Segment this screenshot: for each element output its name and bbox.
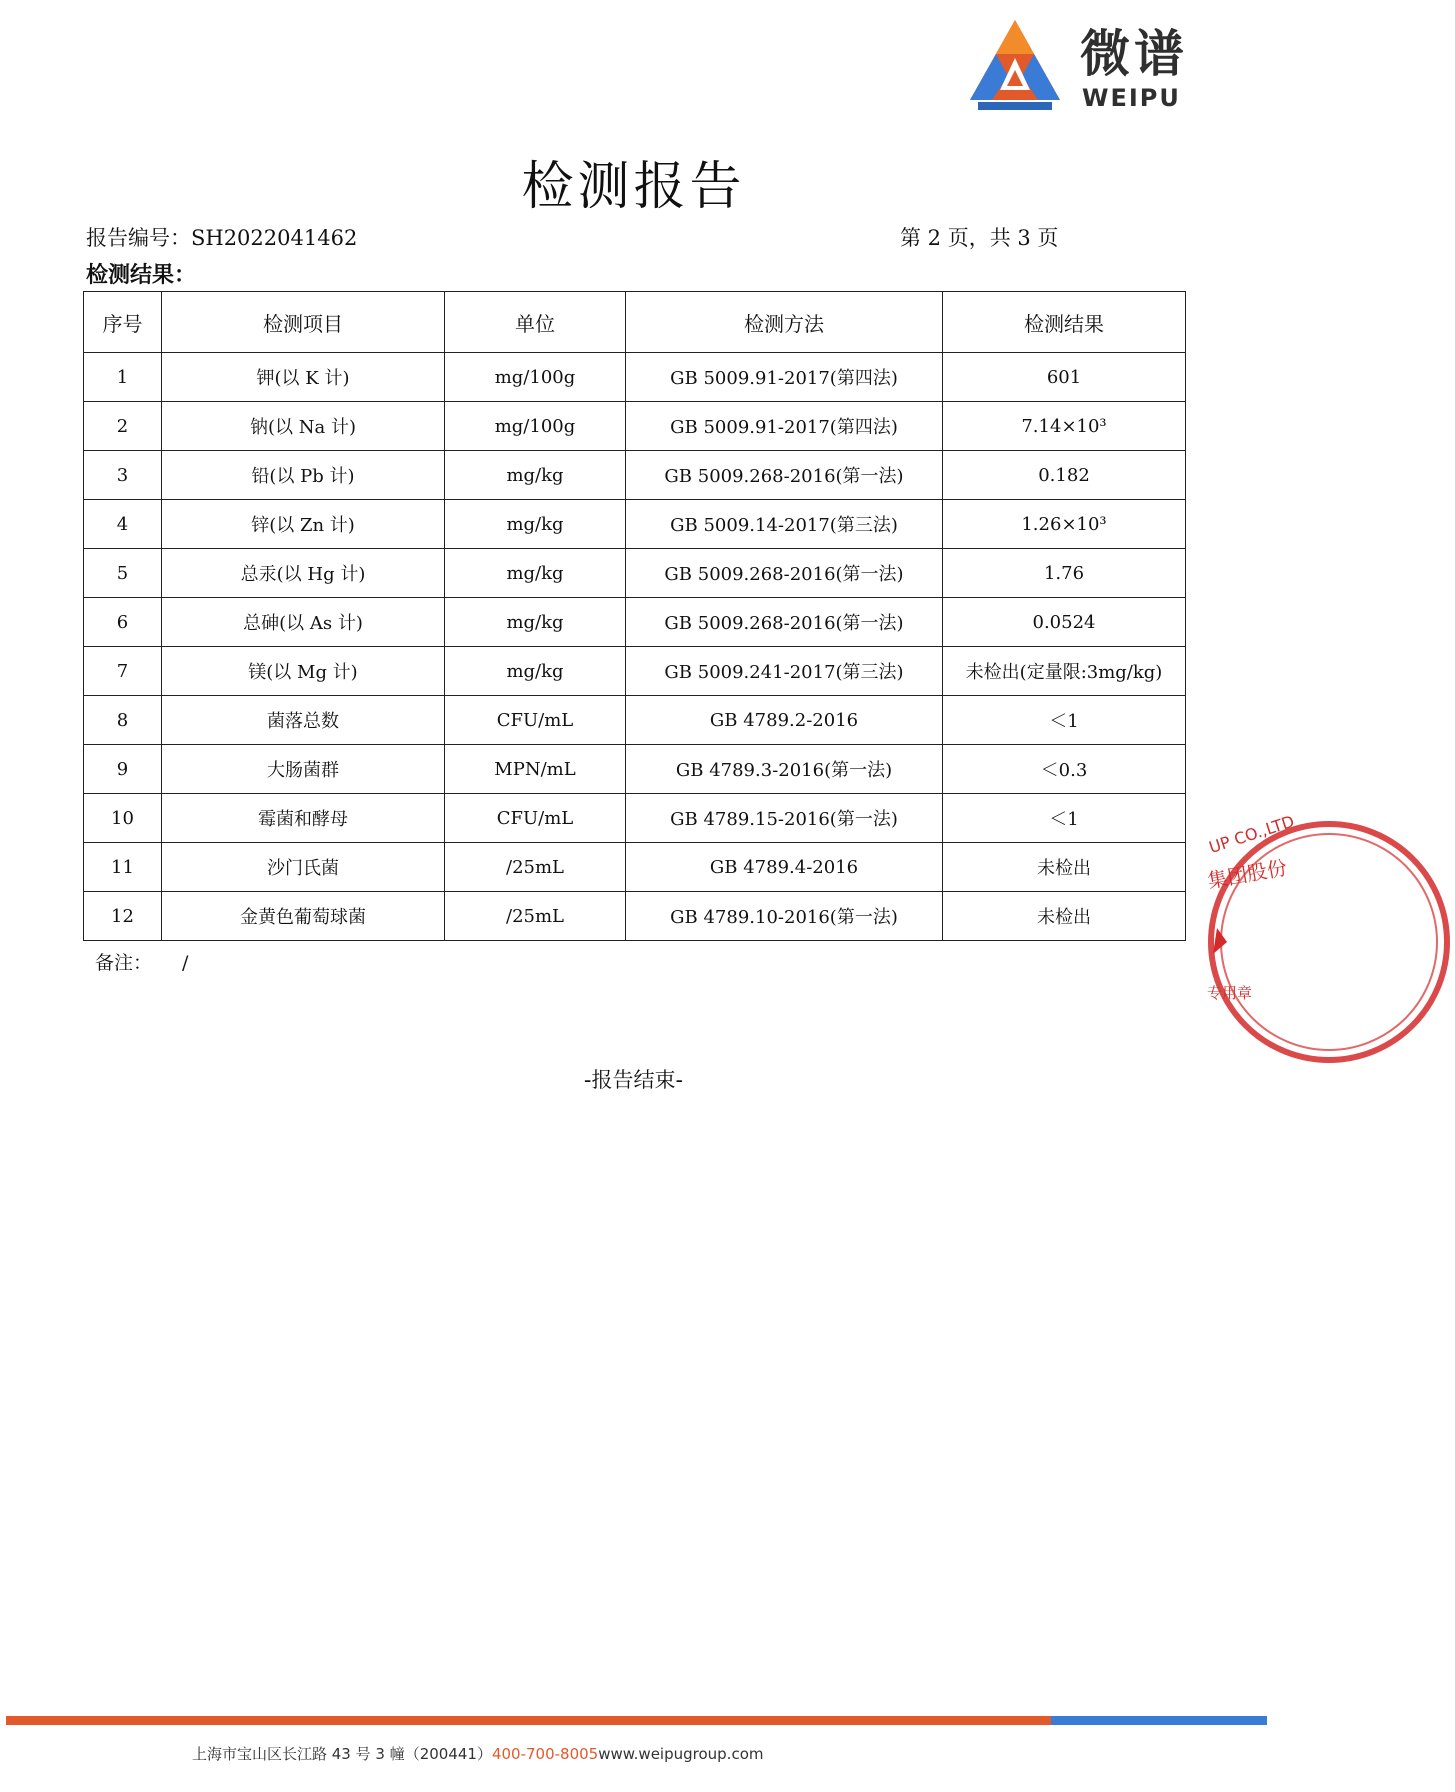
cell-item: 镁(以 Mg 计) <box>162 647 445 696</box>
svg-text:集团股份: 集团股份 <box>1205 855 1289 893</box>
cell-item: 铅(以 Pb 计) <box>162 451 445 500</box>
cell-method: GB 5009.268-2016(第一法) <box>626 451 943 500</box>
cell-method: GB 5009.268-2016(第一法) <box>626 549 943 598</box>
cell-index: 11 <box>84 843 162 892</box>
company-logo <box>968 18 1208 118</box>
cell-unit: /25mL <box>445 843 626 892</box>
footer-website: www.weipugroup.com <box>598 1745 764 1763</box>
cell-result: 未检出 <box>943 892 1186 941</box>
cell-method: GB 4789.4-2016 <box>626 843 943 892</box>
cell-result: 未检出(定量限:3mg/kg) <box>943 647 1186 696</box>
header-unit: 单位 <box>445 292 626 353</box>
cell-unit: mg/kg <box>445 598 626 647</box>
cell-unit: CFU/mL <box>445 794 626 843</box>
table-row <box>84 353 1186 402</box>
cell-result: 1.26×10³ <box>943 500 1186 549</box>
report-number: 报告编号：SH2022041462 <box>86 226 358 250</box>
table-row <box>84 843 1186 892</box>
cell-method: GB 4789.2-2016 <box>626 696 943 745</box>
footer-address: 上海市宝山区长江路 43 号 3 幢（200441） <box>192 1745 492 1763</box>
seal-stamp-icon <box>1205 811 1455 1066</box>
cell-index: 4 <box>84 500 162 549</box>
report-title: 检测报告 <box>521 157 746 217</box>
remarks <box>95 950 188 976</box>
cell-method: GB 5009.241-2017(第三法) <box>626 647 943 696</box>
cell-unit: mg/kg <box>445 647 626 696</box>
company-seal <box>1205 811 1297 1066</box>
remarks-label: 备注： <box>95 952 153 974</box>
cell-result: ＜1 <box>943 696 1186 745</box>
table-header-row <box>84 292 1186 353</box>
cell-index: 2 <box>84 402 162 451</box>
cell-unit: /25mL <box>445 892 626 941</box>
cell-method: GB 4789.15-2016(第一法) <box>626 794 943 843</box>
table-row <box>84 892 1186 941</box>
footer-phone: 400-700-8005 <box>491 1745 599 1763</box>
cell-index: 3 <box>84 451 162 500</box>
header-method: 检测方法 <box>626 292 943 353</box>
cell-item: 大肠菌群 <box>162 745 445 794</box>
header-result: 检测结果 <box>943 292 1186 353</box>
cell-result: ＜0.3 <box>943 745 1186 794</box>
table-row <box>84 794 1186 843</box>
header-index: 序号 <box>84 292 162 353</box>
cell-index: 1 <box>84 353 162 402</box>
header-item: 检测项目 <box>162 292 445 353</box>
cell-index: 8 <box>84 696 162 745</box>
cell-item: 锌(以 Zn 计) <box>162 500 445 549</box>
cell-method: GB 5009.91-2017(第四法) <box>626 353 943 402</box>
cell-item: 金黄色葡萄球菌 <box>162 892 445 941</box>
remarks-value: / <box>182 952 189 974</box>
cell-unit: mg/kg <box>445 500 626 549</box>
cell-item: 沙门氏菌 <box>162 843 445 892</box>
table-row <box>84 549 1186 598</box>
table-row <box>84 696 1186 745</box>
footer-bar-orange <box>6 1716 1051 1725</box>
cell-index: 6 <box>84 598 162 647</box>
table-row <box>84 647 1186 696</box>
cell-unit: mg/kg <box>445 549 626 598</box>
cell-result: 7.14×10³ <box>943 402 1186 451</box>
cell-item: 钠(以 Na 计) <box>162 402 445 451</box>
cell-index: 9 <box>84 745 162 794</box>
cell-index: 12 <box>84 892 162 941</box>
results-label: 检测结果： <box>86 263 197 288</box>
cell-method: GB 5009.268-2016(第一法) <box>626 598 943 647</box>
table-row <box>84 745 1186 794</box>
cell-item: 总砷(以 As 计) <box>162 598 445 647</box>
cell-item: 菌落总数 <box>162 696 445 745</box>
results-table <box>83 291 1186 941</box>
cell-unit: mg/100g <box>445 353 626 402</box>
cell-result: 0.0524 <box>943 598 1186 647</box>
logo-name-en: WEIPU <box>1082 84 1181 112</box>
cell-unit: mg/kg <box>445 451 626 500</box>
cell-index: 10 <box>84 794 162 843</box>
cell-index: 7 <box>84 647 162 696</box>
svg-text:UP CO.,LTD: UP CO.,LTD <box>1206 811 1297 858</box>
table-row <box>84 598 1186 647</box>
table-row <box>84 402 1186 451</box>
table-row <box>84 451 1186 500</box>
cell-index: 5 <box>84 549 162 598</box>
cell-result: 601 <box>943 353 1186 402</box>
footer-bar-blue <box>1051 1716 1267 1725</box>
table-row <box>84 500 1186 549</box>
cell-unit: mg/100g <box>445 402 626 451</box>
cell-method: GB 4789.3-2016(第一法) <box>626 745 943 794</box>
footer-contact <box>192 1743 764 1765</box>
report-end-text: -报告结束- <box>583 1068 684 1092</box>
cell-item: 霉菌和酵母 <box>162 794 445 843</box>
logo-name-cn: 微谱 <box>1080 25 1188 83</box>
cell-unit: CFU/mL <box>445 696 626 745</box>
cell-unit: MPN/mL <box>445 745 626 794</box>
cell-method: GB 5009.14-2017(第三法) <box>626 500 943 549</box>
cell-item: 钾(以 K 计) <box>162 353 445 402</box>
cell-method: GB 4789.10-2016(第一法) <box>626 892 943 941</box>
svg-text:专用章: 专用章 <box>1207 984 1253 1002</box>
cell-item: 总汞(以 Hg 计) <box>162 549 445 598</box>
cell-result: 未检出 <box>943 843 1186 892</box>
cell-result: ＜1 <box>943 794 1186 843</box>
weipu-logo-icon <box>968 18 1062 112</box>
cell-result: 1.76 <box>943 549 1186 598</box>
cell-method: GB 5009.91-2017(第四法) <box>626 402 943 451</box>
page-info: 第 2 页，共 3 页 <box>900 226 1059 250</box>
cell-result: 0.182 <box>943 451 1186 500</box>
